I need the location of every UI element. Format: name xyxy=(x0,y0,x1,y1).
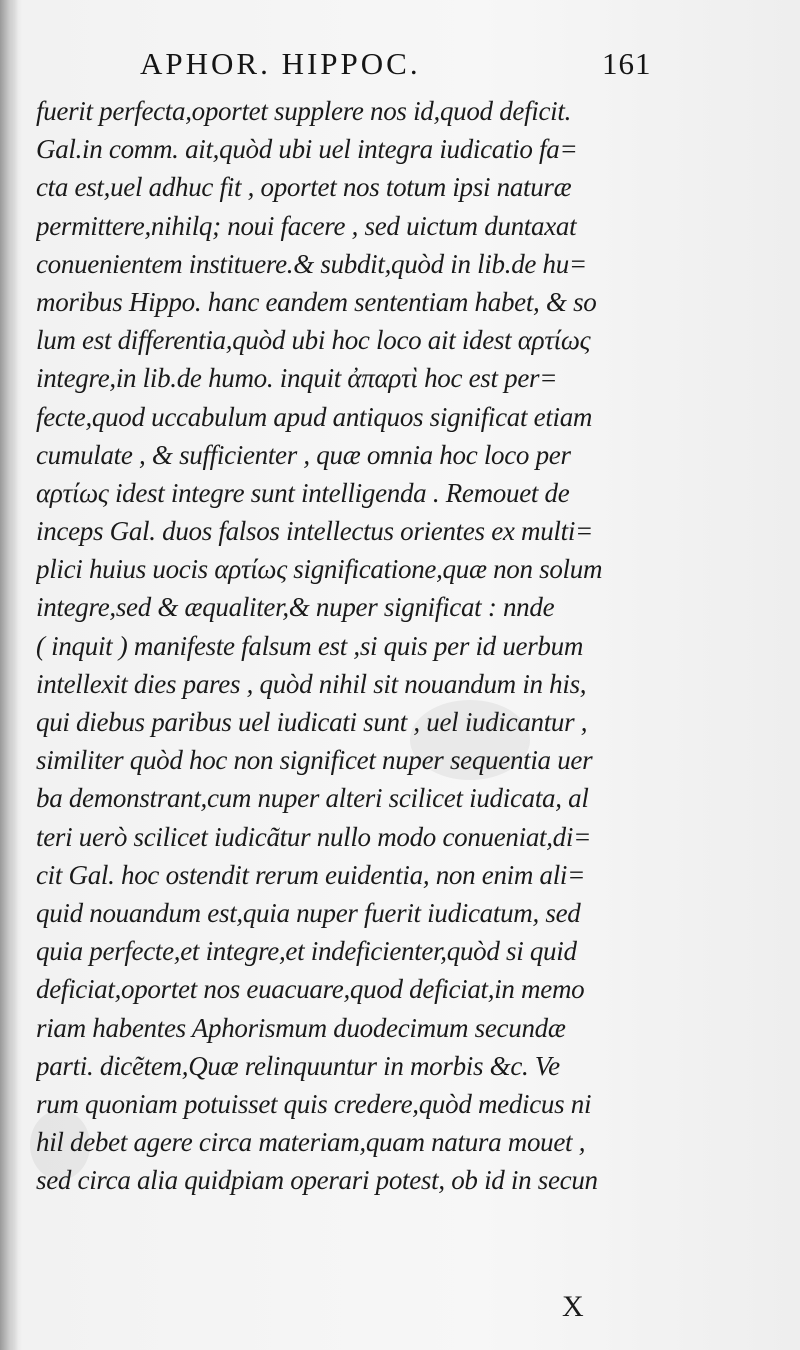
text-line: fuerit perfecta,oportet supplere nos id,quod deficit. xyxy=(36,96,572,126)
text-line: rum quoniam potuisset quis credere,quòd medicus ni xyxy=(36,1088,592,1119)
text-line: cumulate , & sufficienter , quæ omnia hoc loco per xyxy=(36,439,571,470)
text-line: teri uerò scilicet iudicãtur nullo modo conueniat,di= xyxy=(36,821,591,852)
text-line: Gal.in comm. ait,quòd ubi uel integra iudicatio fa= xyxy=(36,134,578,165)
signature-mark: X xyxy=(562,1290,584,1323)
text-line: moribus Hippo. hanc eandem sententiam habet, & so xyxy=(36,286,597,317)
text-line: αρτίως idest integre sunt intelligenda . Remouet de xyxy=(36,477,570,508)
text-line: fecte,quod uccabulum apud antiquos significat etiam xyxy=(36,401,593,432)
text-line: integre,sed & æqualiter,& nuper significat : nnde xyxy=(36,592,555,623)
text-line: intellexit dies pares , quòd nihil sit nouandum in his, xyxy=(36,668,587,699)
text-line: conuenientem instituere.& subdit,quòd in lib.de hu= xyxy=(36,248,587,279)
page-gutter-shadow xyxy=(0,0,18,1350)
text-line: similiter quòd hoc non significet nuper sequentia uer xyxy=(36,745,593,776)
text-line: cta est,uel adhuc fit , oportet nos totum ipsi naturæ xyxy=(36,172,572,203)
text-line: quia perfecte,et integre,et indeficienter,quòd si quid xyxy=(36,936,577,967)
page-number: 161 xyxy=(602,46,652,81)
text-line: quid nouandum est,quia nuper fuerit iudicatum, sed xyxy=(36,897,581,928)
text-line: parti. dicẽtem,Quæ relinquuntur in morbis &c. Ve xyxy=(36,1050,560,1081)
text-line: integre,in lib.de humo. inquit ἀπαρτὶ hoc est per= xyxy=(36,363,558,394)
text-line: inceps Gal. duos falsos intellectus orientes ex multi= xyxy=(36,516,593,547)
text-line: riam habentes Aphorismum duodecimum secundæ xyxy=(36,1012,566,1043)
text-line: qui diebus paribus uel iudicati sunt , uel iudicantur , xyxy=(36,707,588,737)
text-line: sed circa alia quidpiam operari potest, ob id in secun xyxy=(36,1165,598,1196)
running-head: APHOR. HIPPOC. xyxy=(140,46,421,81)
body-text xyxy=(36,92,676,1199)
text-line: hil debet agere circa materiam,quam natura mouet , xyxy=(36,1127,586,1158)
text-line: cit Gal. hoc ostendit rerum euidentia, non enim ali= xyxy=(36,859,586,890)
text-line: deficiat,oportet nos euacuare,quod deficiat,in memo xyxy=(36,974,585,1005)
text-line: plici huius uocis αρτίως significatione,quæ non solum xyxy=(36,554,603,585)
text-line: lum est differentia,quòd ubi hoc loco ait idest αρτίως xyxy=(36,325,591,356)
text-line: ( inquit ) manifeste falsum est ,si quis per id uerbum xyxy=(36,630,584,661)
text-line: ba demonstrant,cum nuper alteri scilicet iudicata, al xyxy=(36,783,589,814)
text-line: permittere,nihilq; noui facere , sed uictum duntaxat xyxy=(36,210,577,241)
